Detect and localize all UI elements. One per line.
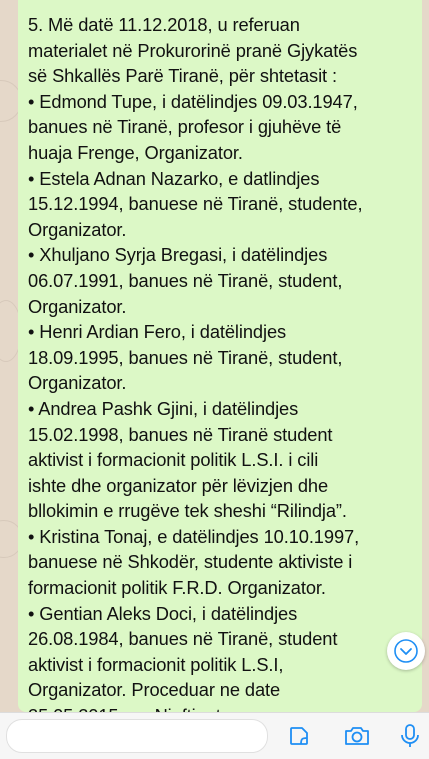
camera-button[interactable] (343, 722, 371, 750)
message-line: • Xhuljano Syrja Bregasi, i datëlindjes (28, 244, 328, 266)
message-line: huaja Frenge, Organizator. (28, 141, 243, 163)
message-line: aktivist i formacionit politik L.S.I, (28, 653, 284, 675)
camera-icon (343, 724, 371, 748)
microphone-icon (399, 723, 421, 749)
message-line: aktivist i formacionit politik L.S.I. i cili (28, 449, 319, 471)
message-line: • Estela Adnan Nazarko, e datlindjes (28, 167, 320, 189)
message-line: 06.07.1991, banues në Tiranë, student, (28, 269, 343, 291)
message-line: banues në Tiranë, profesor i gjuhëve të (28, 116, 342, 138)
message-line: ishte dhe organizator për lëvizjen dhe (28, 474, 329, 496)
chevron-down-icon (393, 638, 419, 664)
message-line: së Shkallës Parë Tiranë, për shtetasit : (28, 65, 337, 87)
message-line: 15.02.1998, banues në Tiranë student (28, 423, 333, 445)
message-line: banuese në Shkodër, studente aktiviste i (28, 551, 353, 573)
message-line: Organizator. (28, 295, 127, 317)
message-line: bllokimin e rrugëve tek sheshi “Rilindja”. (28, 500, 347, 522)
message-line: 5. Më datë 11.12.2018, u referuan (28, 14, 300, 35)
microphone-button[interactable] (396, 722, 424, 750)
message-line: • Gentian Aleks Doci, i datëlindjes (28, 602, 298, 624)
sticker-button[interactable] (285, 722, 313, 750)
message-line: 18.09.1995, banues në Tiranë, student, (28, 346, 343, 368)
message-input-bar (0, 712, 429, 759)
message-line: • Henri Ardian Fero, i datëlindjes (28, 321, 287, 343)
message-line: 26.08.1984, banues në Tiranë, student (28, 628, 338, 650)
message-line: • Kristina Tonaj, e datëlindjes 10.10.1997, (28, 525, 360, 547)
message-line: 15.12.1994, banuese në Tiranë, studente, (28, 193, 363, 215)
message-line: • Andrea Pashk Gjini, i datëlindjes (28, 397, 299, 419)
message-line: materialet në Prokurorinë pranë Gjykatës (28, 39, 358, 61)
message-line: Organizator. Proceduar ne date (28, 679, 281, 701)
sticker-icon (287, 724, 311, 748)
scroll-down-button[interactable] (387, 632, 425, 670)
message-line: formacionit politik F.R.D. Organizator. (28, 577, 326, 599)
message-line: • Edmond Tupe, i datëlindjes 09.03.1947, (28, 90, 358, 112)
message-line: Organizator. (28, 372, 127, 394)
message-line: Organizator. (28, 218, 127, 240)
message-input[interactable] (6, 719, 268, 753)
message-bubble[interactable] (18, 0, 422, 712)
